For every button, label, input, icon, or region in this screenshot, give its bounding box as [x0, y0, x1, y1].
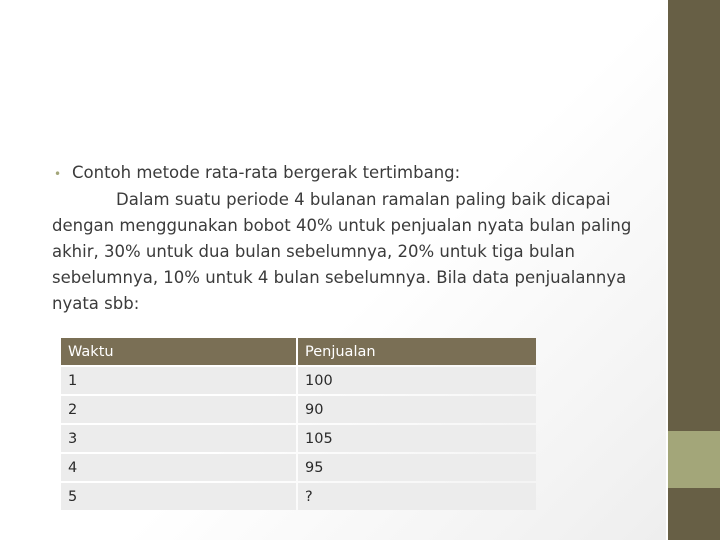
table-row [61, 454, 536, 481]
bullet-lead-text: Contoh metode rata-rata bergerak tertimbang: [72, 163, 461, 182]
table-row [61, 483, 536, 510]
cell-waktu: 5 [61, 483, 296, 510]
cell-penjualan: ? [298, 483, 536, 510]
side-accent-block [668, 431, 720, 488]
cell-penjualan: 90 [298, 396, 536, 423]
cell-penjualan: 95 [298, 454, 536, 481]
cell-waktu: 1 [61, 367, 296, 394]
cell-waktu: 2 [61, 396, 296, 423]
table-row [61, 367, 536, 394]
cell-waktu: 3 [61, 425, 296, 452]
bullet-dot-icon: • [54, 167, 62, 181]
slide-content [52, 160, 652, 317]
table-header-row [61, 338, 536, 365]
table-row [61, 425, 536, 452]
table-row [61, 396, 536, 423]
header-penjualan: Penjualan [298, 338, 536, 365]
cell-penjualan: 105 [298, 425, 536, 452]
header-waktu: Waktu [61, 338, 296, 365]
cell-penjualan: 100 [298, 367, 536, 394]
body-paragraph: Dalam suatu periode 4 bulanan ramalan paling baik dicapai dengan menggunakan bobot 40% untuk penjualan nyata bulan paling akhir, 30% untuk dua bulan sebelumnya, 20% untuk tiga bulan sebelumnya, 10% untuk 4 bulan sebelumnya. Bila data penjualannya nyata sbb: [52, 190, 632, 313]
bullet-item [52, 160, 652, 187]
cell-waktu: 4 [61, 454, 296, 481]
sales-table [61, 336, 536, 512]
